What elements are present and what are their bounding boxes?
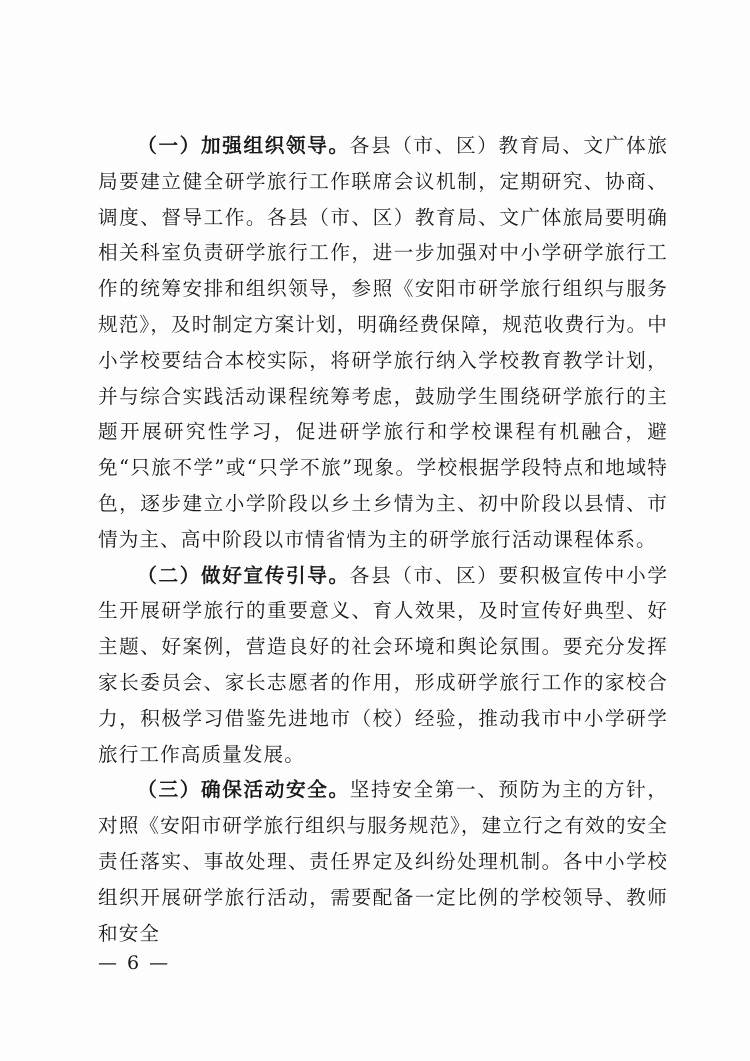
section-heading-1: （一）加强组织领导。 xyxy=(137,134,350,157)
paragraph-2-text: 各县（市、区）要积极宣传中小学生开展研学旅行的重要意义、育人效果，及时宣传好典型、好主题、好案例，营造良好的社会环境和舆论氛围。要充分发挥家长委员会、家长志愿者的作用，形成研学旅行工作的家校合力，积极学习借鉴先进地市（校）经验，推动我市中小学研学旅行工作高质量发展。 xyxy=(98,563,669,766)
page-number: — 6 — xyxy=(98,952,171,974)
section-heading-3: （三）确保活动安全。 xyxy=(137,778,350,802)
paragraph-1-text: 各县（市、区）教育局、文广体旅局要建立健全研学旅行工作联席会议机制，定期研究、协商、调度、督导工作。各县（市、区）教育局、文广体旅局要明确相关科室负责研学旅行工作，进一步加强对中小学研学旅行工作的统筹安排和组织领导，参照《安阳市研学旅行组织与服务规范》，及时制定方案计划，明确经费保障，规范收费行为。中小学校要结合本校实际，将研学旅行纳入学校教育教学计划，并与综合实践活动课程统筹考虑，鼓励学生围绕研学旅行的主题开展研究性学习，促进研学旅行和学校课程有机融合，避免“只旅不学”或“只学不旅”现象。学校根据学段特点和地域特色，逐步建立小学阶段以乡土乡情为主、初中阶段以县情、市情为主、高中阶段以市情省情为主的研学旅行活动课程体系。 xyxy=(98,134,669,551)
section-heading-2: （二）做好宣传引导。 xyxy=(137,563,350,587)
paragraph-2 xyxy=(98,558,668,773)
document-body xyxy=(98,128,668,951)
paragraph-3-text: 坚持安全第一、预防为主的方针，对照《安阳市研学旅行组织与服务规范》，建立行之有效的安全责任落实、事故处理、责任界定及纠纷处理机制。各中小学校组织开展研学旅行活动，需要配备一定比例的学校领导、教师和安全 xyxy=(98,778,669,945)
paragraph-3 xyxy=(98,772,668,951)
paragraph-1 xyxy=(98,128,668,558)
